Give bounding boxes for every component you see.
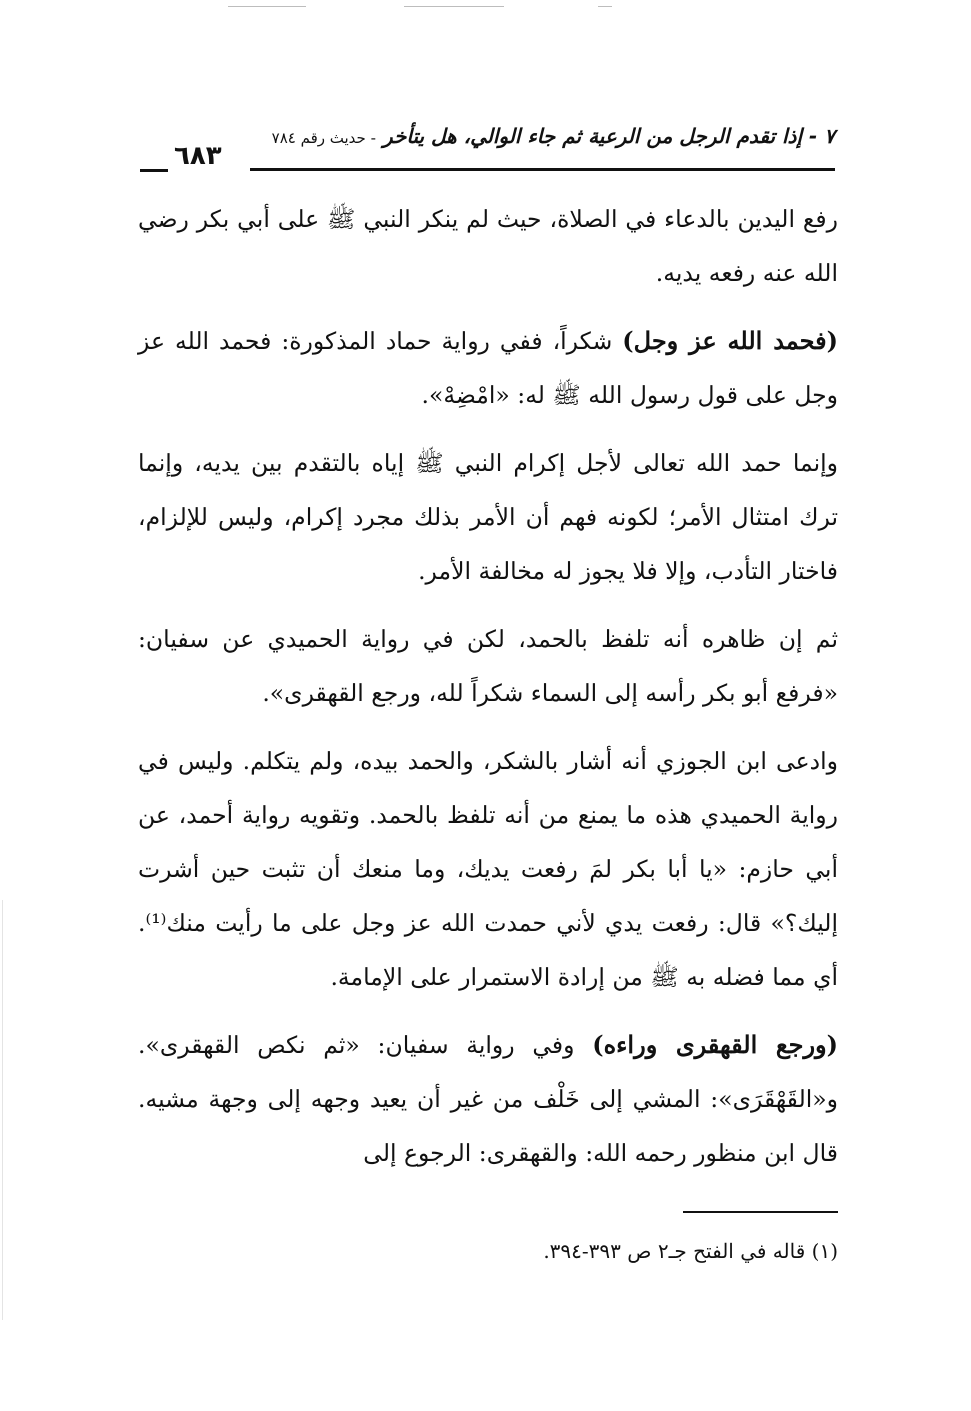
- running-header: [170, 124, 835, 182]
- paragraph-text: وادعى ابن الجوزي أنه أشار بالشكر، والحمد بيده، ولم يتكلم. وليس في رواية الحميدي هذه ما يمنع من أنه تلفظ بالحمد. وتقويه رواية أحمد، عن أبي حازم: «يا أبا بكر لمَ رفعت يديك، وما منعك أن تثبت حين أشرت إليك؟» قال: رفعت يدي لأني حمدت الله عز وجل على ما رأيت منك⁽¹⁾. أي مما فضله به ﷺ من إرادة الاستمرار على الإمامة.: [138, 747, 838, 991]
- header-rule: [250, 168, 835, 171]
- scan-edge-line: [2, 900, 3, 1320]
- top-scan-mark-2: [404, 6, 504, 7]
- paragraph-text: رفع اليدين بالدعاء في الصلاة، حيث لم ينكر النبي ﷺ على أبي بكر رضي الله عنه رفعه يديه.: [138, 205, 838, 287]
- footnote-rule: [683, 1211, 838, 1213]
- page-number: ٦٨٣: [174, 141, 222, 171]
- paragraph-1: [138, 192, 838, 300]
- paragraph-text: وفي رواية سفيان: «ثم نكص القهقرى». و«القَهْقَرَى»: المشي إلى خَلْف من غير أن يعيد وجهه إلى وجهة مشيه. قال ابن منظور رحمه الله: والقهقرى: الرجوع إلى: [138, 1031, 838, 1167]
- page-number-dash: [140, 169, 168, 172]
- paragraph-5: [138, 734, 838, 1004]
- footnote: (١) قاله في الفتح جـ٢ ص ٣٩٣-٣٩٤.: [543, 1239, 838, 1263]
- paragraph-text: شكراً، ففي رواية حماد المذكورة: فحمد الله عز وجل على قول رسول الله ﷺ له: «امْضِهْ».: [138, 327, 838, 409]
- hadith-number: - حديث رقم ٧٨٤: [271, 129, 376, 147]
- chapter-title: [272, 124, 835, 148]
- top-scan-mark-3: [598, 6, 612, 7]
- quoted-phrase: (ورجع القهقرى وراءه): [592, 1030, 838, 1059]
- paragraph-text: وإنما حمد الله تعالى لأجل إكرام النبي ﷺ إياه بالتقدم بين يديه، وإنما ترك امتثال الأمر؛ لكونه فهم أن الأمر بذلك مجرد إكرام، وليس للإلزام، فاختار التأدب، وإلا فلا يجوز له مخالفة الأمر.: [138, 449, 838, 585]
- paragraph-4: [138, 612, 838, 720]
- paragraph-text: ثم إن ظاهره أنه تلفظ بالحمد، لكن في رواية الحميدي عن سفيان: «فرفع أبو بكر رأسه إلى السماء شكراً لله، ورجع القهقرى».: [138, 625, 838, 707]
- paragraph-2: [138, 314, 838, 422]
- quoted-phrase: (فحمد الله عز وجل): [622, 326, 838, 355]
- page-body: [138, 192, 838, 1194]
- paragraph-3: [138, 436, 838, 598]
- chapter-title-text: ٧ - إذا تقدم الرجل من الرعية ثم جاء الوالي، هل يتأخر: [382, 124, 835, 148]
- paragraph-6: [138, 1018, 838, 1180]
- top-scan-mark-1: [228, 6, 306, 7]
